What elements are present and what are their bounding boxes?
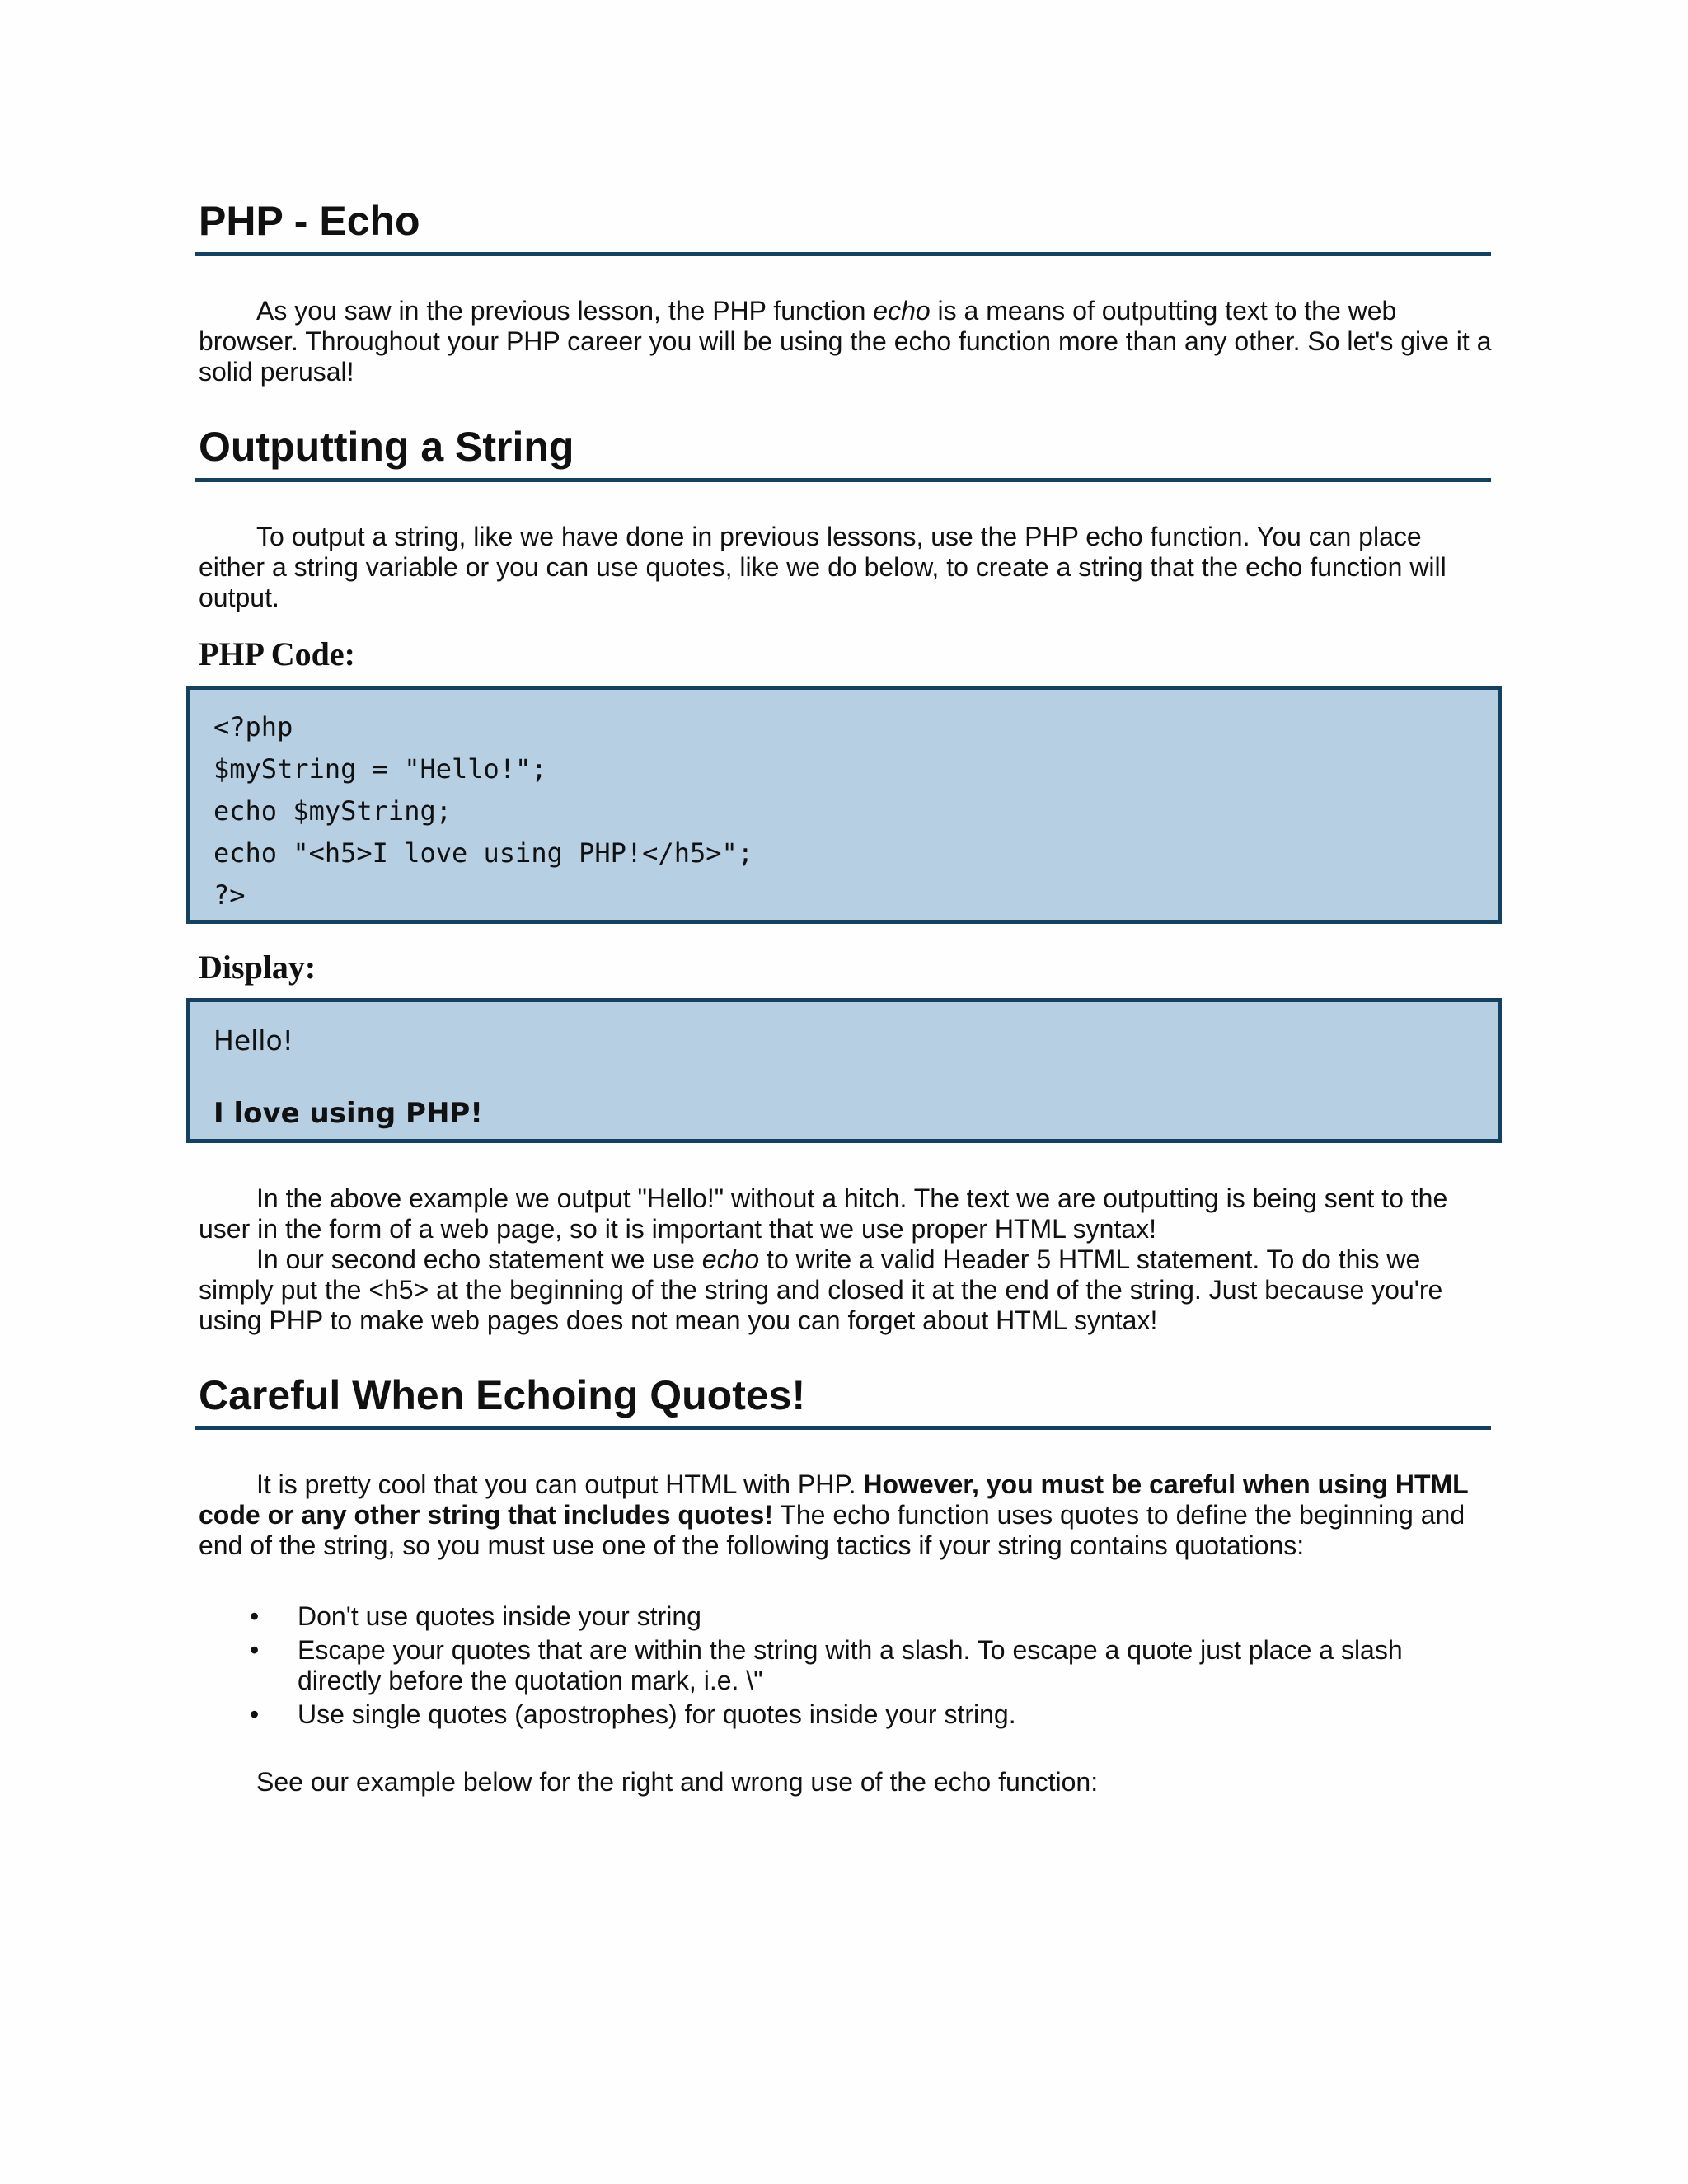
heading-rule xyxy=(195,1426,1491,1430)
list-item xyxy=(199,1699,1493,1730)
heading-careful-quotes: Careful When Echoing Quotes! xyxy=(199,1372,806,1418)
explanation-paragraph-2 xyxy=(199,1244,1493,1336)
explanation-text-2: In our second echo statement we use xyxy=(256,1244,702,1274)
code-line: ?> xyxy=(213,879,246,911)
explanation-text-2-end: to write a valid Header 5 HTML statement. To do this we simply put the <h5> at the beginning of the string and closed it at the end of the string. Just because you're using PHP to make web pages does not mean you can forget about HTML syntax! xyxy=(199,1244,1443,1335)
echo-intro-text: As you saw in the previous lesson, the PHP function xyxy=(256,296,874,326)
list-item xyxy=(199,1635,1493,1696)
code-line: echo "<h5>I love using PHP!</h5>"; xyxy=(213,837,754,869)
quotes-intro-text-end: The echo function uses quotes to define the beginning and end of the string, so you must use one of the following tactics if your string contains quotations: xyxy=(199,1500,1465,1560)
string-intro-paragraph xyxy=(199,522,1493,613)
display-output-box xyxy=(186,998,1502,1143)
heading-outputting-string: Outputting a String xyxy=(199,424,574,470)
quotes-intro-text: It is pretty cool that you can output HTML with PHP. xyxy=(256,1469,864,1499)
bullet-dot: • xyxy=(250,1699,260,1729)
list-item-text: Escape your quotes that are within the string with a slash. To escape a quote just place a slash directly before the quotation mark, i.e. \" xyxy=(298,1635,1403,1695)
code-line: <?php xyxy=(213,711,293,743)
code-line: $myString = "Hello!"; xyxy=(213,753,547,785)
closing-paragraph xyxy=(199,1767,1493,1797)
code-line: echo $myString; xyxy=(213,795,452,827)
bullet-dot: • xyxy=(250,1635,260,1665)
closing-text: See our example below for the right and wrong use of the echo function: xyxy=(256,1767,1099,1797)
explanation-paragraph-1 xyxy=(199,1183,1493,1244)
php-code-box xyxy=(186,686,1502,924)
echo-intro-text-end: is a means of outputting text to the web browser. Throughout your PHP career you will be using the echo function more than any other. So let's give it a solid perusal! xyxy=(199,296,1492,387)
list-item-text: Use single quotes (apostrophes) for quotes inside your string. xyxy=(298,1699,1016,1729)
display-output-hello: Hello! xyxy=(213,1024,293,1057)
php-code-heading: PHP Code: xyxy=(199,635,355,673)
bullet-dot: • xyxy=(250,1601,260,1631)
display-heading: Display: xyxy=(199,949,316,986)
echo-intro-emphasis: echo xyxy=(873,296,931,326)
quotes-intro-paragraph xyxy=(199,1469,1493,1561)
explanation-emphasis: echo xyxy=(701,1244,760,1274)
quotes-warning-bold: However, you must be careful when using HTML code or any other string that includes quotes! xyxy=(199,1469,1469,1530)
list-item xyxy=(199,1601,1493,1632)
echo-intro-paragraph xyxy=(199,296,1493,387)
quote-tactics-list xyxy=(199,1601,1493,1733)
heading-php-echo: PHP - Echo xyxy=(199,198,420,244)
string-intro-text: To output a string, like we have done in previous lessons, use the PHP echo function. You can place either a string variable or you can use quotes, like we do below, to create a string that the echo function will output. xyxy=(199,522,1447,612)
heading-rule xyxy=(195,252,1491,256)
heading-rule xyxy=(195,478,1491,482)
display-output-h5: I love using PHP! xyxy=(213,1097,483,1130)
list-item-text: Don't use quotes inside your string xyxy=(298,1601,701,1631)
explanation-text-1: In the above example we output "Hello!" without a hitch. The text we are outputting is being sent to the user in the form of a web page, so it is important that we use proper HTML syntax! xyxy=(199,1183,1448,1244)
